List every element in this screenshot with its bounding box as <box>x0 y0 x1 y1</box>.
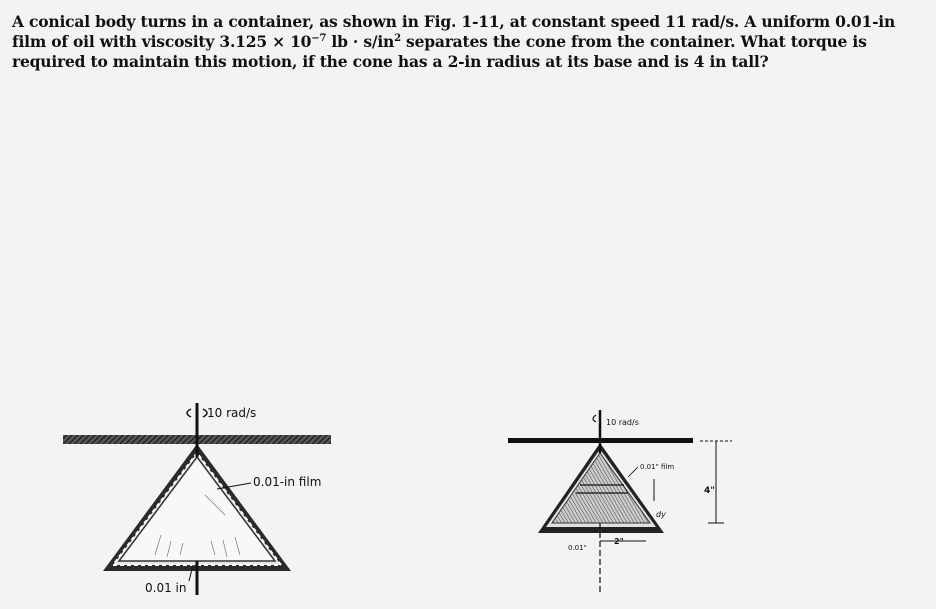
viscosity-exponent: −7 <box>311 32 327 44</box>
figure-cone-dimensions <box>500 405 760 605</box>
problem-text-2: lb · s/in <box>326 32 395 51</box>
dy-label: dy <box>656 510 666 519</box>
cone-diagram-left <box>55 395 355 605</box>
film-label: 0.01-in film <box>253 475 322 489</box>
gap-label: 0.01" <box>568 544 587 552</box>
problem-text-3: separates the cone from the container. What torque is required to maintain this motion, if the cone has a 2-in radius at its base and is 4 in tall? <box>12 32 867 71</box>
speed-label: 10 rad/s <box>606 418 639 427</box>
cone-diagram-right <box>500 405 760 605</box>
cone-body <box>552 453 650 523</box>
speed-label: 10 rad/s <box>207 406 257 420</box>
unit-exponent: 2 <box>394 32 401 44</box>
problem-statement <box>12 12 917 72</box>
rotation-arrow-icon <box>593 415 596 422</box>
rotation-arrow-icon <box>187 409 191 417</box>
gap-label: 0.01 in <box>145 581 187 595</box>
film-label: 0.01" film <box>640 463 675 471</box>
problem-text-1: A conical body turns in a container, as shown in Fig. 1-11, at constant speed 11 rad/s. A uniform 0.01-in film of oil with viscosity 3.125 × 10 <box>12 12 896 51</box>
radius-label: 2" <box>614 537 624 546</box>
cone-body <box>119 457 275 561</box>
height-label: 4" <box>704 486 715 496</box>
figure-cone-section <box>55 395 355 605</box>
